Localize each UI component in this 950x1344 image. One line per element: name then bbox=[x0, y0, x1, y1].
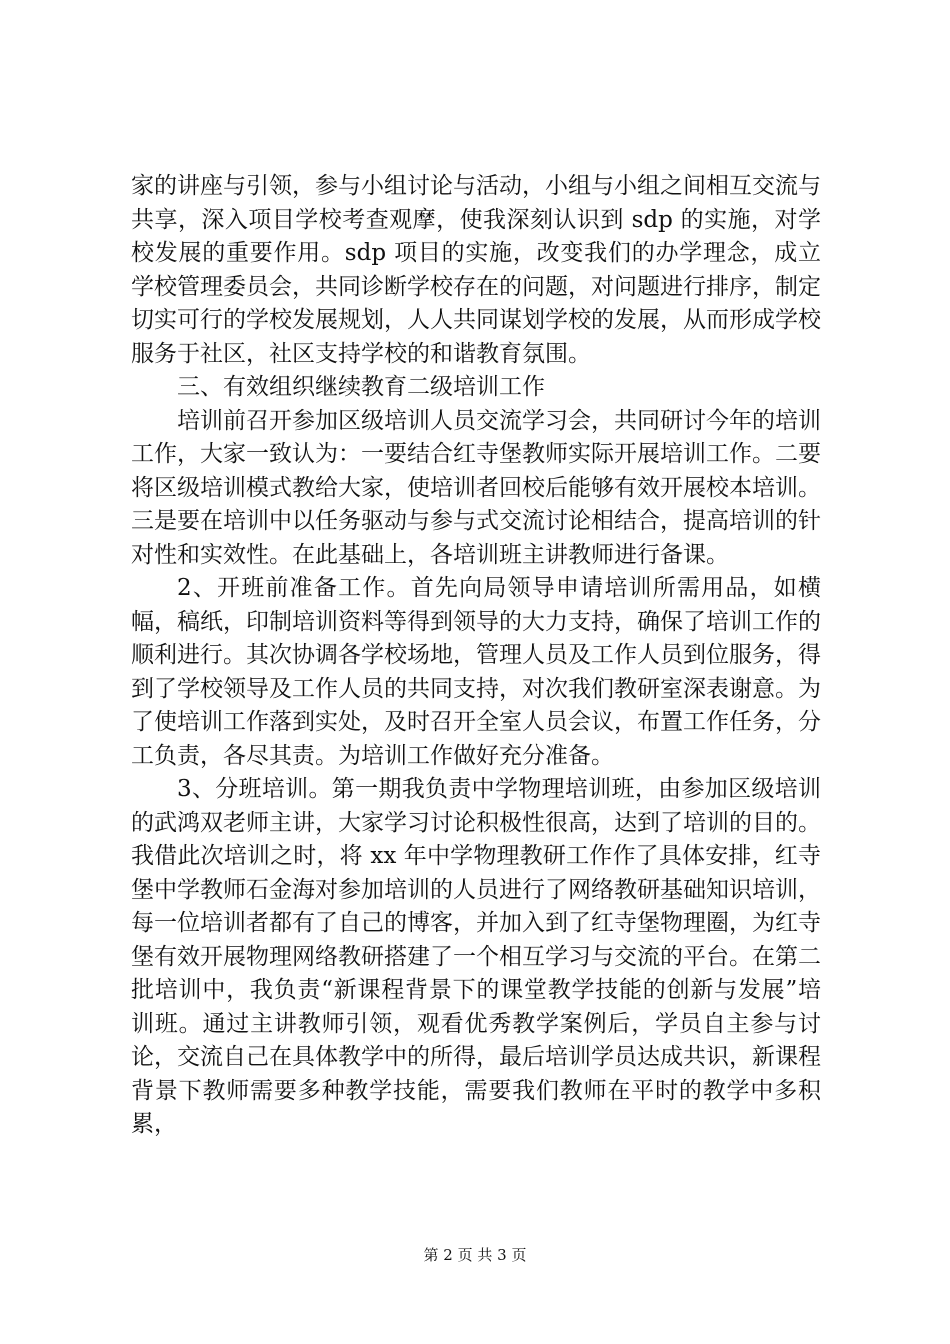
document-body bbox=[131, 170, 821, 1142]
paragraph-class-training: 3、分班培训。第一期我负责中学物理培训班，由参加区级培训的武鸿双老师主讲，大家学习讨论积极性很高，达到了培训的目的。我借此次培训之时，将 xx 年中学物理教研工作作了具体安排，红寺堡中学教师石金海对参加培训的人员进行了网络教研基础知识培训，每一位培训者都有了自己的博客，并加入到了红寺堡物理圈，为红寺堡有效开展物理网络教研搭建了一个相互学习与交流的平台。在第二批培训中，我负责“新课程背景下的课堂教学技能的创新与发展”培训班。通过主讲教师引领，观看优秀教学案例后，学员自主参与讨论，交流自己在具体教学中的所得，最后培训学员达成共识，新课程背景下教师需要多种教学技能，需要我们教师在平时的教学中多积累， bbox=[131, 776, 821, 1137]
paragraph-continuation: 家的讲座与引领，参与小组讨论与活动，小组与小组之间相互交流与共享，深入项目学校考查观摩，使我深刻认识到 sdp 的实施，对学校发展的重要作用。sdp 项目的实施，改变我们的办学理念，成立学校管理委员会，共同诊断学校存在的问题，对问题进行排序，制定切实可行的学校发展规划，人人共同谋划学校的发展，从而形成学校服务于社区，社区支持学校的和谐教育氛围。 bbox=[131, 173, 821, 367]
paragraph-pre-class-work: 2、开班前准备工作。首先向局领导申请培训所需用品，如横幅，稿纸，印制培训资料等得到领导的大力支持，确保了培训工作的顺利进行。其次协调各学校场地，管理人员及工作人员到位服务，得到了学校领导及工作人员的共同支持，对次我们教研室深表谢意。为了使培训工作落到实处，及时召开全室人员会议，布置工作任务，分工负责，各尽其责。为培训工作做好充分准备。 bbox=[131, 575, 821, 769]
section-heading: 三、有效组织继续教育二级培训工作 bbox=[177, 374, 545, 400]
page-footer: 第 2 页 共 3 页 bbox=[423, 1246, 527, 1264]
paragraph-training-preparation: 培训前召开参加区级培训人员交流学习会，共同研讨今年的培训工作，大家一致认为：一要结合红寺堡教师实际开展培训工作。二要将区级培训模式教给大家，使培训者回校后能够有效开展校本培训。三是要在培训中以任务驱动与参与式交流讨论相结合，提高培训的针对性和实效性。在此基础上，各培训班主讲教师进行备课。 bbox=[131, 407, 821, 568]
